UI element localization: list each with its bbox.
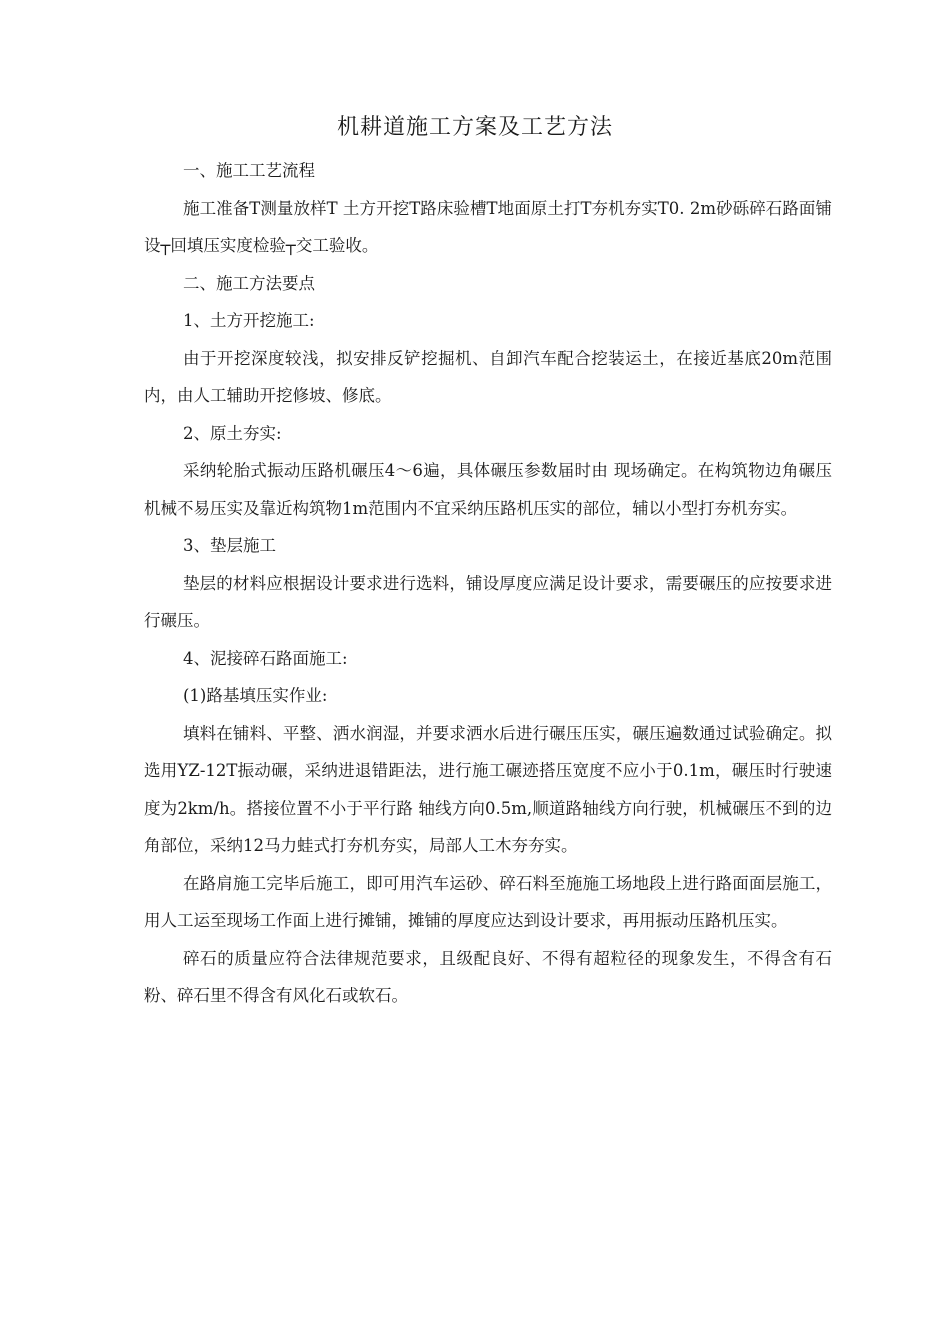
paragraph-process-flow: 施工准备T测量放样T 土方开挖T路床验槽T地面原土打T夯机夯实T0. 2m砂砾碎石路面铺设┬回填压实度检验┬交工验收。 <box>144 198 832 255</box>
subheading-earthwork: 1、土方开挖施工: <box>183 311 315 330</box>
paragraph-subgrade: 填料在铺料、平整、洒水润湿，并要求洒水后进行碾压压实，碾压遍数通过试验确定。拟选用YZ-12T振动碾，采纳进退错距法，进行施工碾迹搭压宽度不应小于0.1m，碾压时行驶速度为2km/h。搭接位置不小于平行路 轴线方向0.5m,顺道路轴线方向行驶，机械碾压不到的边角部位，采纳12马力蛙式打夯机夯实，局部人工木夯夯实。 <box>144 723 832 855</box>
subheading-cushion: 3、垫层施工 <box>183 536 276 555</box>
paragraph-cushion: 垫层的材料应根据设计要求进行选料，铺设厚度应满足设计要求，需要碾压的应按要求进行碾压。 <box>144 573 832 630</box>
subheading-compaction: 2、原土夯实: <box>183 423 282 443</box>
paragraph-compaction: 采纳轮胎式振动压路机碾压4〜6遍，具体碾压参数届时由 现场确定。在构筑物边角碾压机械不易压实及靠近构筑物1m范围内不宜采纳压路机压实的部位，辅以小型打夯机夯实。 <box>144 461 832 518</box>
paragraph-gravel-quality: 碎石的质量应符合法律规范要求，且级配良好、不得有超粒径的现象发生，不得含有石粉、碎石里不得含有风化石或软石。 <box>144 948 832 1005</box>
paragraph-shoulder: 在路肩施工完毕后施工，即可用汽车运砂、碎石料至施施工场地段上进行路面面层施工，用人工运至现场工作面上进行摊铺，摊铺的厚度应达到设计要求，再用振动压路机压实。 <box>144 873 832 930</box>
paragraph-earthwork: 由于开挖深度较浅，拟安排反铲挖掘机、自卸汽车配合挖装运土，在接近基底20m范围内，由人工辅助开挖修坡、修底。 <box>144 348 832 405</box>
subheading-gravel-road: 4、泥接碎石路面施工: <box>183 648 348 668</box>
document-body <box>144 152 832 1015</box>
section-heading-process: 一、施工工艺流程 <box>183 161 315 180</box>
section-heading-method: 二、施工方法要点 <box>183 273 315 293</box>
document-title: 机耕道施工方案及工艺方法 <box>336 115 613 140</box>
subheading-subgrade: (1)路基填压实作业: <box>183 686 328 705</box>
